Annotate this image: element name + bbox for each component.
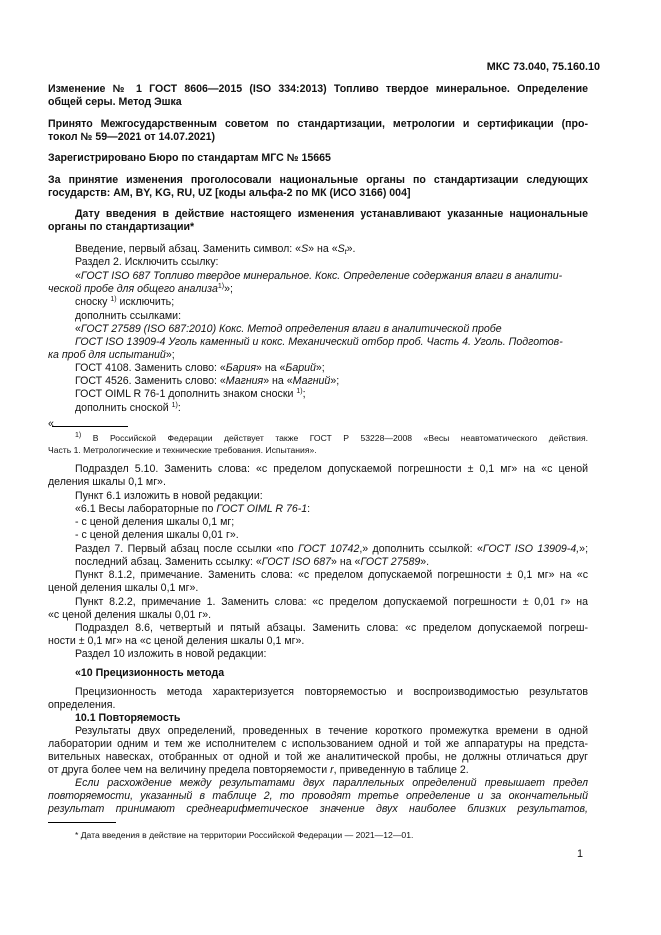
body-line-12: ГОСТ OIML R 76-1 дополнить знаком сноски $^{1)}$;	[75, 388, 306, 400]
amendment-title: Изменение № 1 ГОСТ 8606—2015 (ISO 334:2013) Топливо твердое минеральное. Определение	[48, 83, 588, 95]
body-line-15: Подраздел 5.10. Заменить слова: «с пределом допускаемой погрешности ± 0,1 мг» на «с ценой	[75, 463, 588, 475]
inner-footnote-quote: «	[48, 418, 54, 430]
body-line-4: ческой пробе для общего анализа$^{1)}$»;	[48, 283, 233, 295]
inner-footnote-rule	[52, 426, 128, 427]
adopted-by: Принято Межгосударственным советом по стандартизации, метрологии и сертификации (про-	[48, 118, 588, 130]
body-line-26: «с ценой деления шкалы 0,01 г».	[48, 609, 212, 621]
body-line-35: лаборатории одним и тем же исполнителем с использованием одной и той же аппаратуры на предста-	[48, 738, 588, 750]
page-number: 1	[576, 848, 583, 860]
body-line-32: определения.	[48, 699, 116, 711]
body-line-20: - с ценой деления шкалы 0,01 г».	[75, 529, 239, 541]
body-line-9: ка проб для испытаний»;	[48, 349, 175, 361]
section-10-heading: «10 Прецизионность метода	[75, 667, 225, 679]
body-line-24: ценой деления шкалы 0,1 мг».	[48, 582, 199, 594]
subsection-10-1-heading: 10.1 Повторяемость	[75, 712, 181, 724]
inner-footnote-line-2: Часть 1. Метрологические и технические требования. Испытания».	[48, 445, 317, 455]
voted-line: За принятие изменения проголосовали национальные органы по стандартизации следующих	[48, 174, 588, 186]
body-line-8: ГОСТ ISO 13909-4 Уголь каменный и кокс. Механический отбор проб. Часть 4. Уголь. Подготов-	[75, 336, 563, 348]
footnote-rule	[48, 822, 116, 823]
body-line-17: Пункт 6.1 изложить в новой редакции:	[75, 490, 263, 502]
registered-line: Зарегистрировано Бюро по стандартам МГС № 15665	[48, 152, 331, 164]
mks-code: МКС 73.040, 75.160.10	[486, 61, 600, 73]
effective-date-footnote: * Дата введения в действие на территории Российской Федерации — 2021—12—01.	[75, 830, 414, 840]
body-line-19: - с ценой деления шкалы 0,1 мг;	[75, 516, 235, 528]
body-line-39: повторяемости, указанный в таблице 2, то проводят третье определение и за окончательный	[48, 790, 588, 802]
body-line-23: Пункт 8.1.2, примечание. Заменить слова: «с пределом допускаемой погрешности ± 0,1 мг» на «с	[75, 569, 588, 581]
body-line-6: дополнить ссылками:	[75, 310, 182, 322]
effective-date-line: Дату введения в действие настоящего изменения устанавливают указанные национальные	[75, 208, 588, 220]
body-line-34: Результаты двух определений, проведенных в течение короткого промежутка времени в одной	[75, 725, 588, 737]
voted-line-cont: государств: AM, BY, KG, RU, UZ [коды альфа-2 по МК (ИСО 3166) 004]	[48, 187, 411, 199]
inner-footnote-line-1: $^{1)}$ В Российской Федерации действует также ГОСТ Р 53228—2008 «Весы неавтоматического действия.	[75, 432, 588, 443]
body-line-13: дополнить сноской $^{1)}$:	[75, 402, 181, 414]
body-line-21: Раздел 7. Первый абзац после ссылки «по ГОСТ 10742,» дополнить ссылкой: «ГОСТ ISO 13909-4,»;	[75, 543, 589, 555]
body-line-16: деления шкалы 0,1 мг».	[48, 476, 166, 488]
body-line-3: «ГОСТ ISO 687 Топливо твердое минеральное. Кокс. Определение содержания влаги в аналити-	[75, 270, 563, 282]
body-line-25: Пункт 8.2.2, примечание 1. Заменить слова: «с пределом допускаемой погрешности ± 0,01 г» на	[75, 596, 588, 608]
effective-date-line-cont: органы по стандартизации*	[48, 221, 195, 233]
body-line-1: Введение, первый абзац. Заменить символ: «S» на «$S_t$».	[75, 243, 356, 256]
body-line-31: Прецизионность метода характеризуется повторяемостью и воспроизводимостью результатов	[75, 686, 588, 698]
body-line-37: от друга более чем на величину предела повторяемости r, приведенную в таблице 2.	[48, 764, 469, 776]
body-line-40: результат принимают среднеарифметическое значение двух наиболее близких результатов,	[48, 803, 588, 815]
body-line-5: сноску $^{1)}$ исключить;	[75, 296, 175, 308]
body-line-29: Раздел 10 изложить в новой редакции:	[75, 648, 267, 660]
body-line-11: ГОСТ 4526. Заменить слово: «Магния» на «Магний»;	[75, 375, 340, 387]
body-line-2: Раздел 2. Исключить ссылку:	[75, 256, 219, 268]
body-line-10: ГОСТ 4108. Заменить слово: «Бария» на «Барий»;	[75, 362, 325, 374]
body-line-7: «ГОСТ 27589 (ISO 687:2010) Кокс. Метод определения влаги в аналитической пробе	[75, 323, 502, 335]
amendment-title-cont: общей серы. Метод Эшка	[48, 96, 182, 108]
body-line-18: «6.1 Весы лабораторные по ГОСТ OIML R 76-1:	[75, 503, 311, 515]
body-line-36: вительных навесках, отобранных от одной и той же аналитической пробы, не должны отличаться друг	[48, 751, 588, 763]
adopted-by-cont: токол № 59—2021 от 14.07.2021)	[48, 131, 216, 143]
body-line-22: последний абзац. Заменить ссылку: «ГОСТ ISO 687» на «ГОСТ 27589».	[75, 556, 430, 568]
body-line-27: Подраздел 8.6, четвертый и пятый абзацы. Заменить слова: «с пределом допускаемой погреш-	[75, 622, 588, 634]
body-line-38: Если расхождение между результатами двух параллельных определений превышает предел	[75, 777, 588, 789]
body-line-28: ности ± 0,1 мг» на «с ценой деления шкалы 0,1 мг».	[48, 635, 305, 647]
